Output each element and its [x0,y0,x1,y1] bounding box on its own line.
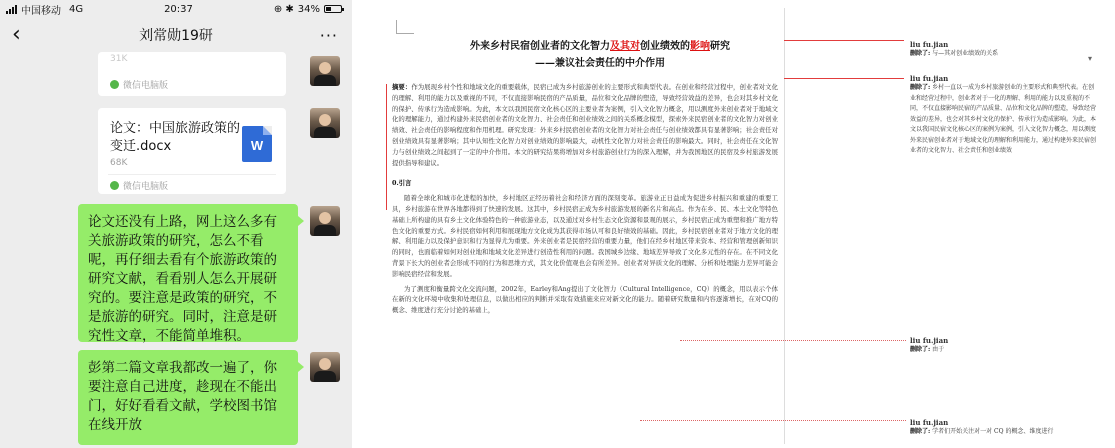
document-body[interactable] [392,82,778,320]
comment-author: liu fu.jian [910,40,949,49]
deleted-text: 与—其对创业绩效的关系 [932,50,999,57]
revision-connector [784,40,904,41]
source-label [110,78,168,91]
divider [108,174,276,175]
title-text: 研究 [710,41,730,52]
revision-balloon[interactable] [910,418,1100,438]
revision-balloon[interactable] [910,40,1100,63]
avatar[interactable] [310,56,340,86]
revision-balloon[interactable] [910,336,1100,356]
revision-connector [640,420,906,421]
network-label: 4G [69,3,84,15]
tracked-insertion[interactable]: 影响 [690,41,710,52]
chat-message[interactable]: 论文还没有上路，网上这么多有关旅游政策的研究，怎么不看呢，再仔细去看有个旅游政策的研究文献，看看别人怎么开展研究的。要注意是政策的研究，不是旅游的研究。同时，注意是研究性文章，不能简单堆积。 [78,204,298,342]
body-paragraph[interactable]: 随着全球化和城市化进程的加快，乡村地区正经历着社会和经济方面的深刻变革。旅游业正日益成为促进乡村振兴和重建的重要工具，乡村旅游在世界各地都得到了快速的发展。这其中，乡村民宿正成为乡村旅游发展的新名片和高点。作为在乡、民、本土文化等特色基础上所构建的具有乡土文化体验特色的一种旅游业态，以及通过对乡村生态文化资源和景观的展示，乡村民宿正成为重塑和推广地方特色文化的重要方式。乡村民宿如何利用和展现地方文化成为其获得市场认可和良好绩效的基础。因此，乡村民宿创业者对于地方文化的理解、利用能力以及保护意识和行为显得尤为重要。外来创业者是民宿经营的重要力量，他们在经乡村地区带来资本、经营和管理创新知识的同时，也面临着如何对创业地和地域文化差异进行创造性利用的问题。我国城乡边缘、地域差异导致了文化多元性的存在。在不同文化背景下长大的创业者会形成不同的行为和思维方式，其文化价值观也会有所差异。创业者对异质文化的理解、分析和处理能力差异可能会影响民宿经营和发展。 [392,194,778,278]
deleted-label: 删除了: [910,428,931,435]
status-icons: ⊕ ✱ [273,3,294,15]
abstract-paragraph[interactable] [392,82,778,168]
file-size: 68K [110,158,128,168]
clock: 20:37 [164,3,193,15]
body-paragraph[interactable]: 为了测度和衡量跨文化交流问题，2002年，Earley和Ang提出了文化智力（Cultural Intelligence，CQ）的概念，用以表示个体在新的文化环境中收集和处理信息，以做出相应的判断并采取有效措施来应对新文化的能力。随着研究数量和内容逐渐增长，在对CQ的概念、维度进行充分讨论的基础上， [392,284,778,315]
signal-icon [6,5,17,14]
deleted-text: 由于 [932,346,945,353]
abstract-text: 作为展现乡村个性和地域文化的重要载体，民宿已成为乡村旅游创业的主要形式和典型代表。在创业和经营过程中，创业者对文化的理解、利用的能力以及重视的不同，不仅直接影响民宿的产品质量，品位和文化品牌的塑造，导致经营效益的差异，也会对其乡村文化的保护、传承行为造成影响。为此，本文以我国民宿文化核心区的主要业者为案例，引入文化智力概念，用以测度外来创业者对于地域文化的理解能力，通过构建外来民宿创业者的文化智力、社会责任和创业绩效之间的关系概念模型，探索外来民宿创业者的文化智力对创业绩效、社会责任的影响程度和作用机理。研究发现：外来乡村民宿创业者的文化智力对社会责任与创业绩效都具有显著影响；社会责任对创业绩效具有显著影响；其中认知性文化智力对创业绩效的影响最大，动机性文化智力对社会责任的影响最大。同时，社会责任在文化智力与创业绩效之间起到了一定的中介作用。本文的研究结果将增加对乡村旅游创业行为的深入理解，并为我国地区的民宿及乡村旅游发展提供指导和建议。 [392,83,779,167]
avatar[interactable] [310,206,340,236]
back-chevron-icon[interactable]: ‹ [12,22,21,47]
carrier-label: 中国移动 [21,5,61,17]
file-message-card[interactable] [98,52,286,96]
comment-text [910,83,1100,157]
wechat-chat-screen [0,0,352,448]
title-text: 创业绩效的 [640,41,690,52]
docx-file-message[interactable] [98,108,286,194]
source-text: 微信电脑版 [123,182,169,192]
chat-title: 刘常勋19研 [139,28,213,44]
wechat-pc-icon [110,80,119,89]
wechat-pc-icon [110,181,119,190]
revision-connector [784,78,904,79]
deleted-label: 删除了: [910,346,931,353]
file-size: 31K [110,54,128,64]
battery-percent: 34% [297,3,320,15]
comment-text [910,427,1100,438]
deleted-text: 学者们开始关注对一对 CQ 的概念、维度进行 [932,428,1054,435]
comment-author: liu fu.jian [910,74,949,83]
page-edge [784,8,785,444]
deleted-text: 乡村一直以一成为乡村旅游创业的主要形式和典型代表。在创业和经营过程中，创业者对于一化的理解、利用的能力以及重视的不同，不仅直接影响民宿的产品质量、品位和文化品牌的塑造，导致经营效益的差异，也会对其乡村文化的保护、传承行为造成影响。为此，本文以我国民宿文化核心区的案例为案例，引入文化智力概念，用以测度外来民宿创业者对于地域文化的理解和利用能力，通过构建外来民宿创业者的文化智力、社会责任和创业绩效 [910,84,1097,154]
more-options-button[interactable]: ··· [319,25,338,45]
chat-header [0,18,352,52]
deleted-label: 删除了: [910,50,931,57]
revision-connector [680,340,906,341]
revision-balloon[interactable] [910,74,1100,157]
revision-bar [386,84,387,210]
chat-message[interactable]: 彭第二篇文章我都改一遍了，你要注意自己进度，趁现在不能出门，好好看看文献，学校图书馆在线开放 [78,350,298,445]
avatar[interactable] [310,108,340,138]
page-margin-marker [396,20,414,34]
document-title[interactable] [440,40,760,54]
source-label [110,179,168,192]
section-heading[interactable]: 0.引言 [392,179,412,188]
comment-text [910,49,1100,60]
status-bar [0,0,352,18]
file-name: 论文：中国旅游政策的变迁.docx [110,121,241,154]
word-document-icon [242,126,272,162]
deleted-label: 删除了: [910,84,931,91]
comment-author: liu fu.jian [910,418,949,427]
word-document-view [380,0,1115,448]
document-subtitle[interactable]: ——兼议社会责任的中介作用 [535,58,665,69]
comment-author: liu fu.jian [910,336,949,345]
source-text: 微信电脑版 [123,81,169,91]
word-letter: W [250,138,264,153]
avatar[interactable] [310,352,340,382]
abstract-label: 摘要： [392,83,412,91]
tracked-insertion[interactable]: 及其对 [610,41,640,52]
title-text: 外来乡村民宿创业者的文化智力 [470,41,610,52]
chevron-down-icon[interactable]: ▾ [1087,54,1092,63]
comment-text [910,345,1100,356]
battery-icon [324,5,342,13]
